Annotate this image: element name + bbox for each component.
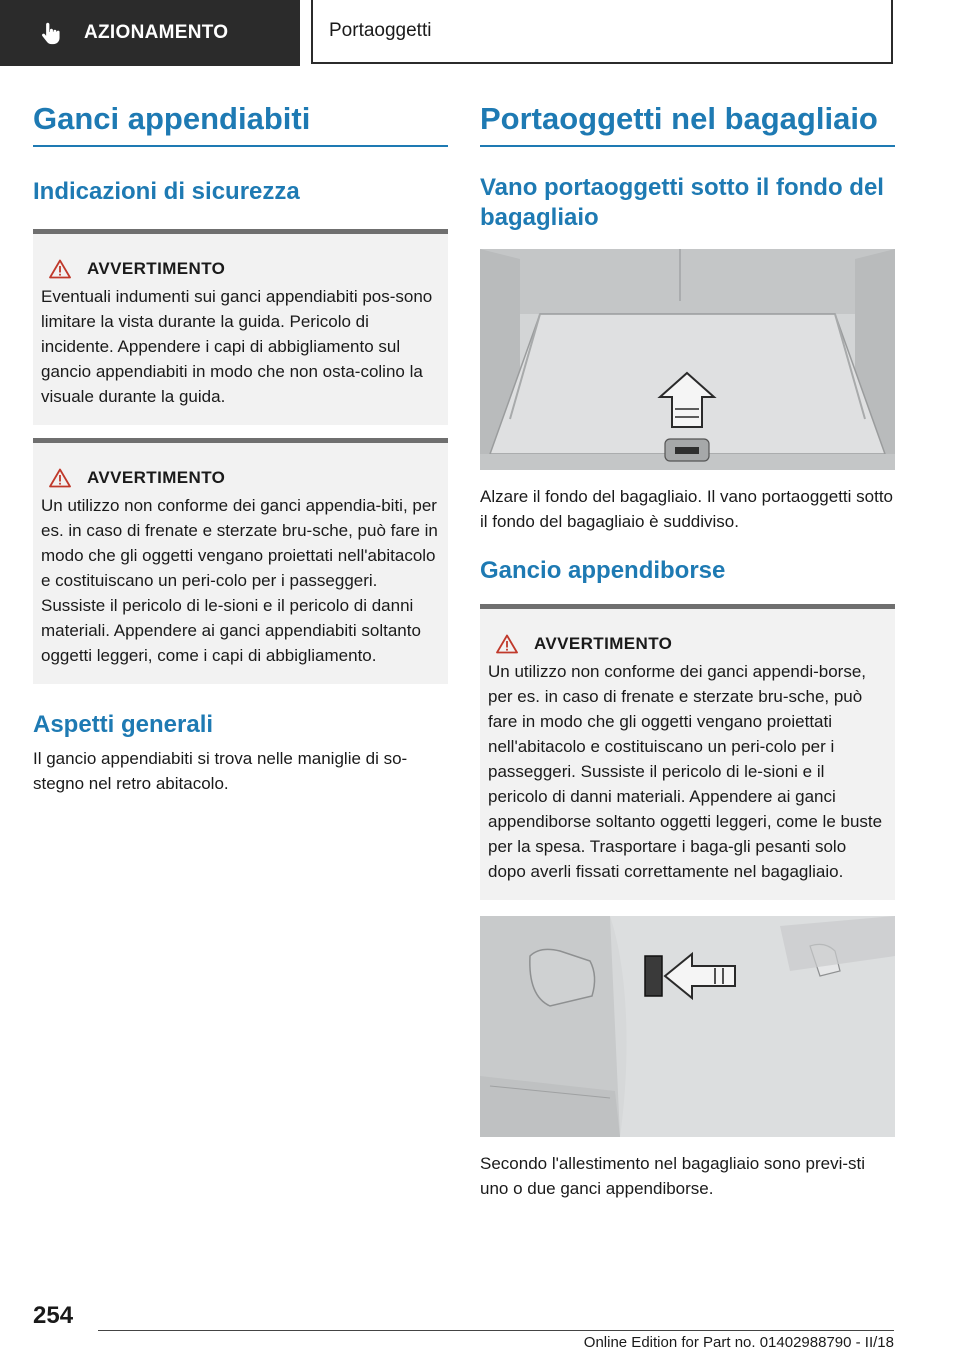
warning-label: AVVERTIMENTO xyxy=(534,634,673,654)
right-column xyxy=(480,100,895,1201)
warning-box-2 xyxy=(33,438,448,684)
coat-hooks-title: Ganci appendiabiti xyxy=(33,100,448,147)
left-column xyxy=(33,100,448,796)
subsection-label: Portaoggetti xyxy=(329,20,432,41)
trunk-storage-title: Portaoggetti nel bagagliaio xyxy=(480,100,895,147)
figure2-caption: Secondo l'allestimento nel bagagliaio sono previ-sti uno o due ganci appendiborse. xyxy=(480,1154,866,1199)
footer-divider xyxy=(98,1330,894,1331)
bag-hook-figure xyxy=(480,916,895,1137)
top-bar xyxy=(0,0,960,66)
warning-triangle-icon xyxy=(496,634,518,654)
warning-text: Un utilizzo non conforme dei ganci appendia-biti, per es. in caso di frenate e sterzate bru-sche, può fare in modo che gli oggetti vengano proiettati nell'abitacolo e costituiscano un peri-colo per i passeggeri. Sussiste il pericolo di le-sioni e il pericolo di danni materiali. Appendere ai ganci appendiabiti soltanto oggetti leggeri, come i capi di abbigliamento. xyxy=(41,496,438,666)
safety-heading: Indicazioni di sicurezza xyxy=(33,178,300,206)
warning-label: AVVERTIMENTO xyxy=(87,259,226,279)
underfloor-heading: Vano portaoggetti sotto il fondo del bagagliaio xyxy=(480,174,884,232)
bag-hook-illustration xyxy=(480,916,895,1137)
general-text: Il gancio appendiabiti si trova nelle maniglie di so-stegno nel retro abitacolo. xyxy=(33,749,408,794)
warning-label: AVVERTIMENTO xyxy=(87,468,226,488)
trunk-floor-figure xyxy=(480,249,895,470)
bag-hook-heading: Gancio appendiborse xyxy=(480,557,726,585)
warning-box-3 xyxy=(480,604,895,900)
page-number: 254 xyxy=(33,1302,74,1329)
warning-text: Eventuali indumenti sui ganci appendiabiti pos-sono limitare la vista durante la guida. Pericolo di incidente. Appendere i capi di abbigliamento sul gancio appendiabiti in modo che non osta-colino la visuale durante la guida. xyxy=(41,287,433,407)
warning-text: Un utilizzo non conforme dei ganci appendi-borse, per es. in caso di frenate e sterzate bru-sche, può fare in modo che gli oggetti vengano proiettati nell'abitacolo e costituiscano un peri-colo per i passeggeri. Sussiste il pericolo di le-sioni e il pericolo di danni materiali. Appendere ai ganci appendiborse soltanto oggetti leggeri, come le buste per la spesa. Trasportare i baga-gli pesanti solo dopo averli fissati correttamente nel bagagliaio. xyxy=(488,662,883,882)
trunk-floor-illustration xyxy=(480,249,895,470)
warning-triangle-icon xyxy=(49,468,71,488)
hand-pointer-icon xyxy=(38,20,64,46)
section-tab[interactable] xyxy=(0,0,300,66)
warning-triangle-icon xyxy=(49,259,71,279)
section-label: AZIONAMENTO xyxy=(84,22,229,43)
warning-box-1 xyxy=(33,229,448,425)
figure1-caption: Alzare il fondo del bagagliaio. Il vano portaoggetti sotto il fondo del bagagliaio è suddiviso. xyxy=(480,487,893,532)
subsection-tab xyxy=(311,0,893,64)
edition-note: Online Edition for Part no. 01402988790 - II/18 xyxy=(583,1334,894,1351)
general-heading: Aspetti generali xyxy=(33,711,214,739)
